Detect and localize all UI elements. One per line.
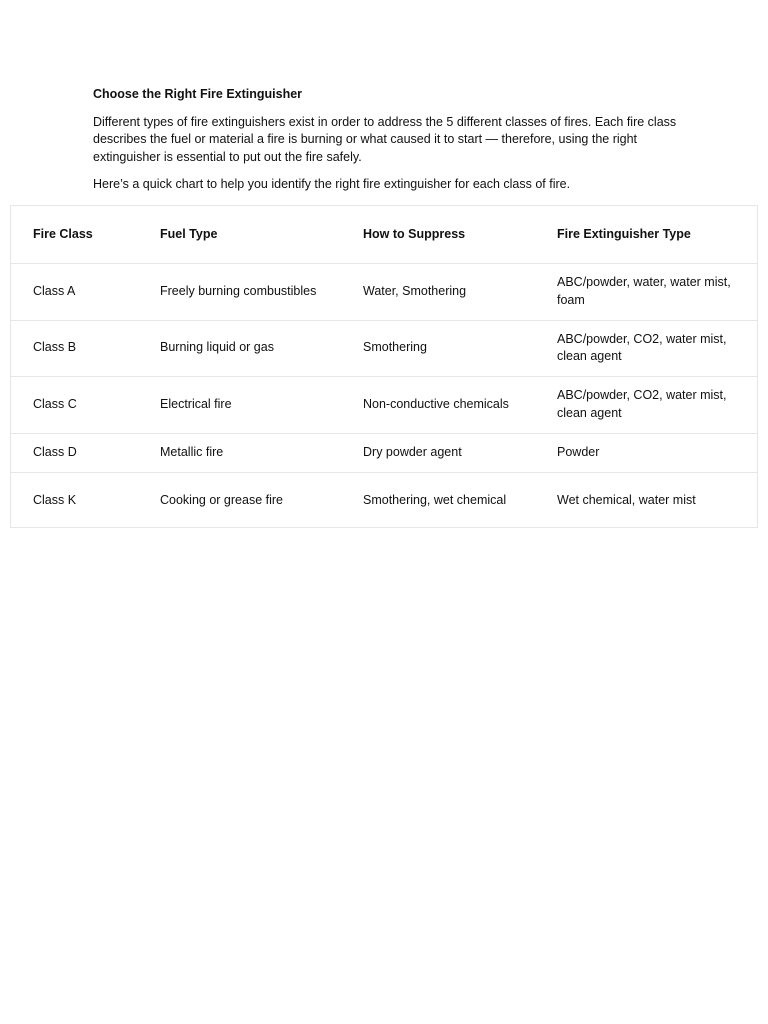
- header-how-to-suppress: How to Suppress: [341, 206, 535, 263]
- cell-extinguisher-type: ABC/powder, water, water mist, foam: [535, 263, 757, 320]
- cell-extinguisher-type: ABC/powder, CO2, water mist, clean agent: [535, 320, 757, 376]
- cell-fire-class: Class D: [11, 433, 138, 472]
- header-extinguisher-type: Fire Extinguisher Type: [535, 206, 757, 263]
- table-header-row: [11, 206, 757, 263]
- header-fire-class: Fire Class: [11, 206, 138, 263]
- intro-paragraph: Different types of fire extinguishers exist in order to address the 5 different classes of fires. Each fire class describes the fuel or material a fire is burning or what caused it to start — therefore, using the right extinguisher is essential to put out the fire safely.: [93, 114, 677, 164]
- fire-extinguisher-table: [10, 205, 758, 528]
- cell-how-to-suppress: Dry powder agent: [341, 433, 535, 472]
- table-row: [11, 263, 757, 320]
- table-row: [11, 433, 757, 472]
- header-fuel-type: Fuel Type: [138, 206, 341, 263]
- cell-how-to-suppress: Water, Smothering: [341, 263, 535, 320]
- cell-fuel-type: Metallic fire: [138, 433, 341, 472]
- cell-how-to-suppress: Smothering, wet chemical: [363, 492, 507, 507]
- table-row: [11, 320, 757, 376]
- document-title: Choose the Right Fire Extinguisher: [93, 87, 303, 101]
- cell-extinguisher-type: Powder: [535, 433, 757, 472]
- cell-how-to-suppress: Smothering: [341, 320, 535, 376]
- cell-fuel-type: Freely burning combustibles: [138, 263, 341, 320]
- table-row: [11, 376, 757, 433]
- chart-intro-paragraph: Here’s a quick chart to help you identify the right fire extinguisher for each class of fire.: [93, 177, 571, 191]
- cell-fuel-type: Burning liquid or gas: [138, 320, 341, 376]
- cell-extinguisher-type: ABC/powder, CO2, water mist, clean agent: [535, 376, 757, 433]
- intro-section: [93, 86, 683, 204]
- cell-fire-class: Class C: [11, 376, 138, 433]
- cell-fuel-type: Electrical fire: [138, 376, 341, 433]
- cell-fire-class: Class B: [11, 320, 138, 376]
- cell-how-to-suppress: Non-conductive chemicals: [341, 376, 535, 433]
- cell-fire-class: Class K: [33, 492, 77, 507]
- cell-extinguisher-type: Wet chemical, water mist: [557, 492, 696, 507]
- table-row: [11, 472, 757, 528]
- cell-fire-class: Class A: [11, 263, 138, 320]
- cell-fuel-type: Cooking or grease fire: [160, 492, 283, 507]
